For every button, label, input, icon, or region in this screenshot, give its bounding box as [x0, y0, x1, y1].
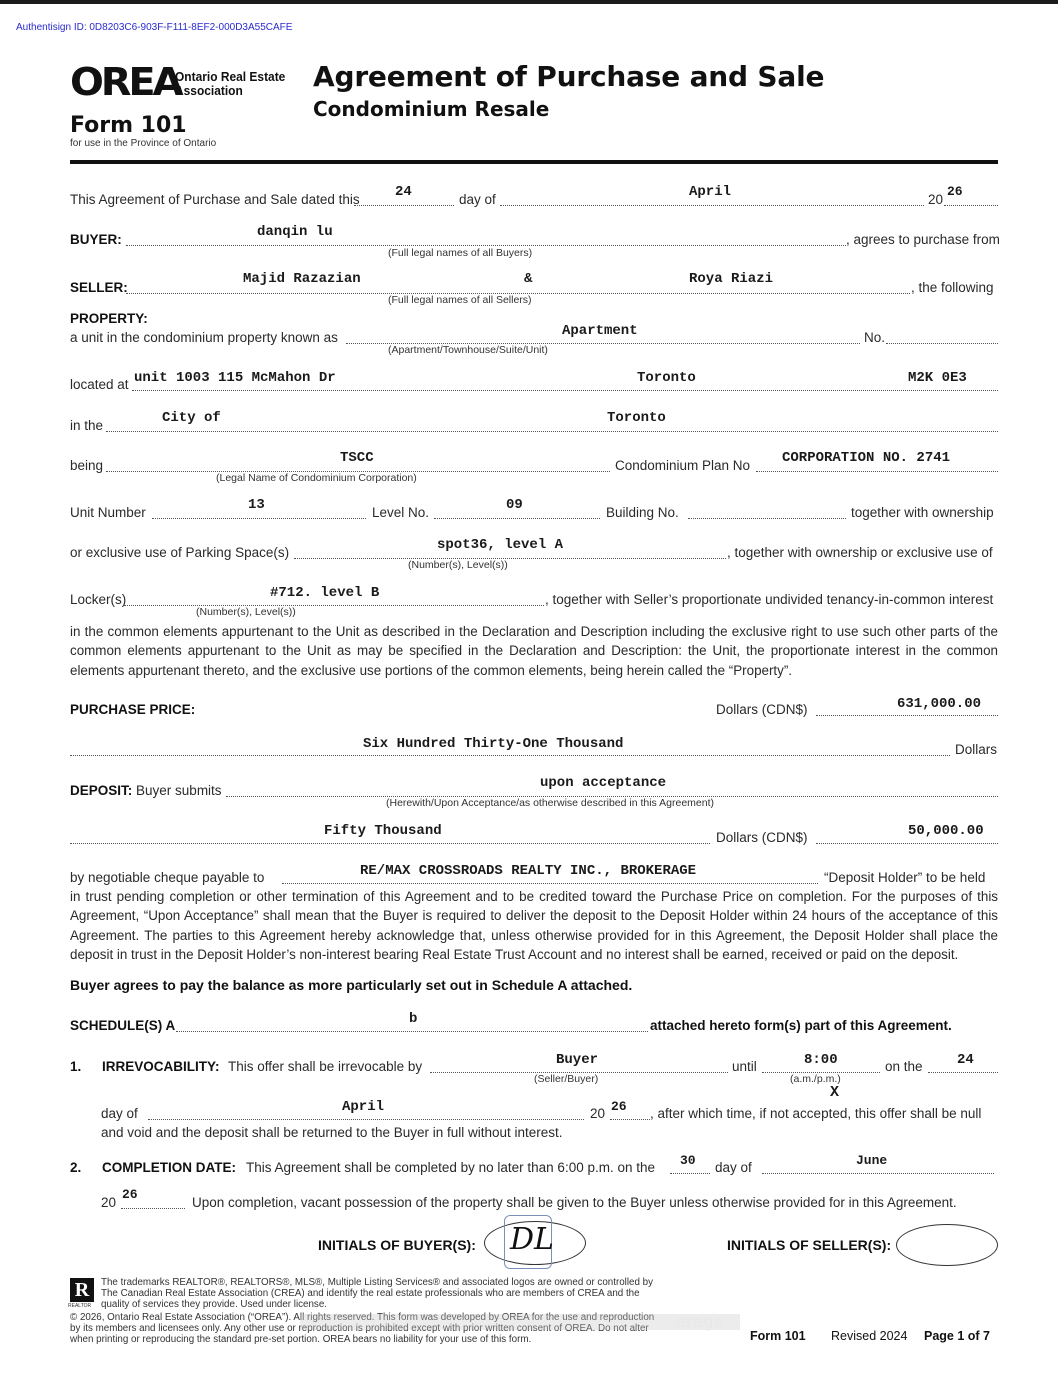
association-line1: Ontario Real Estate [175, 69, 286, 84]
deposit-label-row [70, 783, 222, 798]
known-as-label: a unit in the condominium property known as [70, 330, 338, 345]
payee-field[interactable] [282, 883, 818, 884]
property-paragraph: in the common elements appurtenant to the Unit as described in the Declaration and Description including the exclusive right to use such other parts of the common elements appurtenant to the Unit as may be specified in the Declaration and Description: the Unit, the proportionate interest in the common elements appurtenant thereto, and the exclusive use portions of the common elements, being herein called the “Property”. [70, 624, 998, 678]
completion-day-of-label: day of [715, 1160, 752, 1175]
irrevocable-line2-suffix: , after which time, if not accepted, this offer shall be null [650, 1106, 982, 1121]
top-border [0, 0, 1058, 4]
document-title: Agreement of Purchase and Sale [313, 60, 825, 93]
parking-field[interactable] [294, 558, 726, 559]
completion-label: COMPLETION DATE: [102, 1160, 236, 1175]
price-amount-field[interactable] [816, 715, 998, 716]
no-field[interactable] [886, 343, 998, 344]
postal-code-value: M2K 0E3 [908, 370, 967, 386]
buyer-field[interactable] [126, 245, 846, 246]
level-label: Level No. [372, 505, 430, 520]
purchase-price-label: PURCHASE PRICE: [70, 702, 196, 717]
association-name [175, 70, 285, 98]
ampm-selection-mark[interactable]: X [830, 1084, 840, 1101]
building-field[interactable] [688, 518, 846, 519]
header-rule [70, 160, 998, 164]
footer-form-number: Form 101 [750, 1329, 806, 1343]
realtor-logo-icon: R [70, 1278, 94, 1302]
seller-initials-field[interactable] [896, 1224, 998, 1266]
ampm-hint: (a.m./p.m.) [790, 1073, 841, 1085]
copyright-line-1: © 2026, Ontario Real Estate Association (“OREA”). All rights reserved. This form was developed by OREA for the use and reproduction [70, 1312, 655, 1323]
level-value: 09 [506, 497, 523, 513]
irrevocable-time-value: 8:00 [804, 1052, 838, 1068]
irrevocable-line3: and void and the deposit shall be returned to the Buyer in full without interest. [101, 1125, 563, 1140]
locker-value: #712. level B [270, 585, 380, 601]
irrevocable-year-value: 26 [611, 1099, 627, 1114]
no-label: No. [864, 330, 886, 345]
price-currency-label: Dollars (CDN$) [716, 702, 808, 717]
municipality-field[interactable] [106, 431, 998, 432]
corporation-hint: (Legal Name of Condominium Corporation) [216, 472, 417, 484]
price-amount-value: 631,000.00 [897, 696, 982, 712]
dated-month-field[interactable] [500, 205, 924, 206]
completion-number: 2. [70, 1160, 82, 1175]
buyer-hint: (Full legal names of all Buyers) [388, 247, 533, 259]
document-subtitle: Condominium Resale [313, 97, 550, 121]
corporation-value: TSCC [340, 450, 374, 466]
trademark-line-1: The trademarks REALTOR®, REALTORS®, MLS®, Multiple Listing Services® and associated logos are owned or controlled by [101, 1277, 653, 1288]
unit-value: 13 [248, 497, 265, 513]
irrevocability-label: IRREVOCABILITY: [102, 1059, 220, 1074]
deposit-words-field[interactable] [70, 843, 710, 844]
buyer-suffix: , agrees to purchase from [846, 232, 1000, 247]
watermark-text: erage [676, 1312, 725, 1331]
price-words-value: Six Hundred Thirty-One Thousand [363, 736, 624, 752]
city-value: Toronto [637, 370, 696, 386]
being-label: being [70, 458, 104, 473]
watermark-overlay [300, 1314, 740, 1330]
completion-text: This Agreement shall be completed by no later than 6:00 p.m. on the [246, 1160, 655, 1175]
deposit-label: DEPOSIT: [70, 783, 133, 798]
locker-field[interactable] [124, 605, 544, 606]
form-number: Form 101 [70, 113, 187, 138]
locker-label: Locker(s) [70, 592, 127, 607]
irrevocable-month-value: April [342, 1099, 385, 1115]
plan-value: CORPORATION NO. 2741 [782, 450, 951, 466]
completion-year-prefix: 20 [101, 1195, 117, 1210]
ownership-suffix: together with ownership [851, 505, 994, 520]
deposit-currency-label: Dollars (CDN$) [716, 830, 808, 845]
seller-initials-label: INITIALS OF SELLER(S): [727, 1237, 892, 1253]
irrevocable-day-field[interactable] [928, 1072, 998, 1073]
payee-value: RE/MAX CROSSROADS REALTY INC., BROKERAGE [360, 863, 697, 879]
dated-day-field[interactable] [354, 205, 454, 206]
buyer-initials-signature: DL [510, 1222, 554, 1257]
parking-suffix: , together with ownership or exclusive use of [727, 545, 993, 560]
deposit-amount-field[interactable] [816, 843, 998, 844]
deposit-timing-value: upon acceptance [540, 775, 667, 791]
dated-year-field[interactable] [944, 205, 998, 206]
buyer-label: BUYER: [70, 232, 122, 247]
property-label: PROPERTY: [70, 311, 148, 326]
dated-year-value: 26 [947, 184, 963, 199]
seller-value-1: Majid Razazian [243, 271, 361, 287]
irrevocable-year-prefix: 20 [590, 1106, 606, 1121]
address-value: unit 1003 115 McMahon Dr [134, 370, 336, 386]
seller-value-2: Roya Riazi [689, 271, 774, 287]
schedule-suffix: attached hereto form(s) part of this Agreement. [650, 1018, 952, 1033]
locker-suffix: , together with Seller’s proportionate undivided tenancy-in-common interest [545, 592, 994, 607]
parking-label: or exclusive use of Parking Space(s) [70, 545, 290, 560]
known-as-value: Apartment [562, 323, 638, 339]
schedule-field[interactable] [176, 1031, 648, 1032]
copyright-line-3: when printing or reproducing the standard pre-set portion. OREA bears no liability for your use of this form. [70, 1334, 532, 1345]
plan-field[interactable] [756, 471, 998, 472]
irrevocable-by-value: Buyer [556, 1052, 599, 1068]
unit-field[interactable] [152, 518, 366, 519]
deposit-timing-hint: (Herewith/Upon Acceptance/as otherwise described in this Agreement) [386, 797, 715, 809]
trademark-line-3: quality of services they provide. Used under license. [101, 1299, 327, 1310]
seller-ampersand: & [524, 271, 533, 287]
balance-note: Buyer agrees to pay the balance as more particularly set out in Schedule A attached. [70, 977, 633, 993]
payable-label: by negotiable cheque payable to [70, 870, 265, 885]
located-at-label: located at [70, 377, 129, 392]
authentisign-id: Authentisign ID: 0D8203C6-903F-F111-8EF2-000D3A55CAFE [16, 22, 293, 33]
parking-value: spot36, level A [437, 537, 564, 553]
completion-day-value: 30 [680, 1153, 696, 1168]
schedule-value: b [409, 1011, 418, 1027]
seller-label: SELLER: [70, 280, 128, 295]
irrevocable-year-field[interactable] [610, 1119, 650, 1120]
municipality-value: Toronto [607, 410, 666, 426]
in-the-label: in the [70, 418, 104, 433]
address-field[interactable] [132, 390, 998, 391]
irrevocable-month-field[interactable] [148, 1119, 584, 1120]
completion-year-value: 26 [122, 1187, 138, 1202]
irrevocable-day-value: 24 [957, 1052, 974, 1068]
dated-month-value: April [689, 184, 732, 200]
known-as-hint: (Apartment/Townhouse/Suite/Unit) [388, 344, 548, 356]
completion-month-value: June [856, 1153, 888, 1168]
deposit-paragraph: in trust pending completion or other termination of this Agreement and to be credited toward the Purchase Price on completion. For the purposes of this Agreement, “Upon Acceptance” shall mean that the Buyer is required to deliver the deposit to the Deposit Holder within 24 hours of the acceptance of this Agreement. The parties to this Agreement hereby acknowledge that, unless otherwise provided for in this Agreement, the Deposit Holder shall place the deposit in trust in the Deposit Holder’s non-interest bearing Real Estate Trust Account and no interest shall be earned, received or paid on the deposit. [70, 889, 998, 963]
until-label: until [732, 1059, 757, 1074]
level-field[interactable] [434, 518, 600, 519]
page-number: Page 1 of 7 [924, 1329, 990, 1343]
year-prefix: 20 [928, 192, 944, 207]
deposit-words-value: Fifty Thousand [324, 823, 442, 839]
price-words-field[interactable] [70, 755, 950, 756]
parking-hint: (Number(s), Level(s)) [408, 559, 508, 571]
completion-day-field[interactable] [670, 1173, 710, 1174]
completion-month-field[interactable] [762, 1173, 994, 1174]
dated-label: This Agreement of Purchase and Sale dated this [70, 192, 360, 207]
deposit-amount-value: 50,000.00 [908, 823, 984, 839]
association-line2: Association [175, 83, 243, 98]
seller-suffix: , the following [911, 280, 994, 295]
building-label: Building No. [606, 505, 679, 520]
seller-hint: (Full legal names of all Sellers) [388, 294, 532, 306]
realtor-logo-caption: REALTOR [68, 1303, 92, 1309]
form-use: for use in the Province of Ontario [70, 138, 217, 149]
footer-revised: Revised 2024 [831, 1329, 908, 1343]
dated-day-value: 24 [395, 184, 412, 200]
price-words-suffix: Dollars [955, 742, 998, 757]
payable-suffix: “Deposit Holder” to be held [824, 870, 986, 885]
municipality-type-value: City of [162, 410, 221, 426]
unit-label: Unit Number [70, 505, 146, 520]
locker-hint: (Number(s), Level(s)) [196, 606, 296, 618]
buyer-initials-label: INITIALS OF BUYER(S): [318, 1237, 476, 1253]
orea-logo: OREA [70, 60, 181, 104]
schedule-label: SCHEDULE(S) A [70, 1018, 176, 1033]
irrevocability-number: 1. [70, 1059, 82, 1074]
completion-line2: Upon completion, vacant possession of the property shall be given to the Buyer unless otherwise provided for in this Agreement. [192, 1195, 957, 1210]
copyright-line-2: by its members and licensees only. Any other use or reproduction is prohibited except with prior written consent of OREA. Do not alter [70, 1323, 649, 1334]
buyer-value: danqin lu [257, 224, 333, 240]
on-the-label: on the [885, 1059, 923, 1074]
completion-year-field[interactable] [121, 1208, 185, 1209]
deposit-submits: Buyer submits [136, 783, 222, 798]
irrevocable-by-hint: (Seller/Buyer) [534, 1073, 599, 1085]
irrevocable-day-of-label: day of [101, 1106, 138, 1121]
irrevocability-text: This offer shall be irrevocable by [228, 1059, 423, 1074]
day-of-label: day of [459, 192, 496, 207]
trademark-line-2: The Canadian Real Estate Association (CREA) and identify the real estate professionals who are members of CREA and the [101, 1288, 640, 1299]
trademark-notice [101, 1277, 653, 1310]
plan-label: Condominium Plan No [615, 458, 751, 473]
